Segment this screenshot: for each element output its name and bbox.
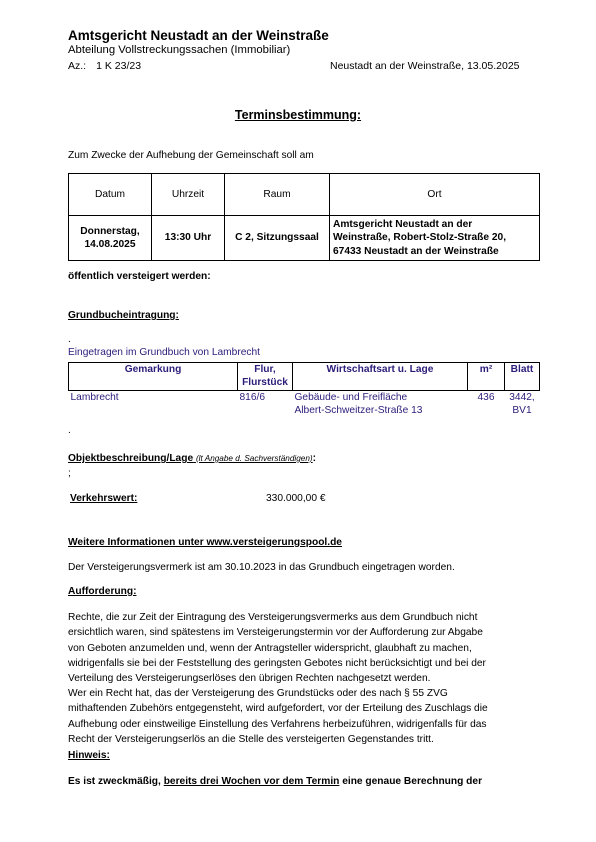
az-label: Az.:: [68, 60, 87, 72]
case-number: [68, 60, 141, 72]
objekt-heading-text: Objektbeschreibung/Lage: [68, 453, 194, 464]
department-subtitle: Abteilung Vollstreckungssachen (Immobiliar): [68, 44, 291, 56]
hinweis-heading: Hinweis:: [68, 750, 110, 761]
place-date: Neustadt an der Weinstraße, 13.05.2025: [330, 60, 520, 72]
header-ort: Ort: [330, 174, 540, 216]
datum-line1: Donnerstag,: [80, 225, 140, 237]
verkehrswert-label: Verkehrswert:: [70, 493, 138, 504]
blatt-line1: 3442,: [509, 391, 535, 403]
objekt-colon: :: [312, 453, 317, 464]
versteigert-text: öffentlich versteigert werden:: [68, 271, 211, 282]
document-heading: Terminsbestimmung:: [234, 108, 362, 122]
hinweis-underlined: bereits drei Wochen vor dem Termin: [163, 776, 340, 787]
hinweis-start: Es ist zweckmäßig,: [68, 776, 164, 787]
verkehrswert-value: 330.000,00 €: [266, 493, 326, 504]
ort-line3: 67433 Neustadt an der Weinstraße: [333, 245, 499, 257]
grundbuch-heading: Grundbucheintragung:: [68, 310, 179, 321]
gb-header-wirtschaft: Wirtschaftsart u. Lage: [293, 363, 468, 391]
vermerk-text: Der Versteigerungsvermerk ist am 30.10.2023 in das Grundbuch eingetragen worden.: [68, 562, 455, 573]
aufforderung-paragraph-1: [68, 610, 526, 686]
cell-uhrzeit: 13:30 Uhr: [152, 216, 225, 261]
gb-header-blatt: Blatt: [505, 363, 540, 391]
objekt-heading: [68, 453, 313, 464]
ort-line1: Amtsgericht Neustadt an der: [333, 219, 473, 230]
gb-header-gemarkung: Gemarkung: [69, 363, 238, 391]
p2-line: mithaftenden Zubehörs entgegensteht, wird aufgefordert, vor der Erteilung des Zuschlags die: [68, 703, 488, 715]
p2-line: Wer ein Recht hat, das der Versteigerung des Grundstücks oder des nach § 55 ZVG: [68, 688, 448, 699]
hinweis-end: eine genaue Berechnung der: [339, 776, 483, 787]
grundbuch-eingetragen: Eingetragen im Grundbuch von Lambrecht: [68, 347, 260, 358]
court-title: Amtsgericht Neustadt an der Weinstraße: [68, 28, 329, 43]
p1-line: widrigenfalls sie bei der Feststellung des geringsten Gebotes nicht berücksichtigt und bei der: [68, 657, 486, 669]
header-uhrzeit: Uhrzeit: [152, 174, 225, 216]
datum-line2: 14.08.2025: [84, 238, 136, 250]
p2-line: Aufhebung oder einstweilige Einstellung des Verfahrens herbeizuführen, widrigenfalls für das: [68, 718, 487, 730]
hinweis-text: [68, 776, 482, 787]
wirtschaft-line1: Gebäude- und Freifläche: [294, 391, 408, 403]
p1-line: Rechte, die zur Zeit der Eintragung des Versteigerungsvermerks aus dem Grundbuch nicht: [68, 612, 478, 623]
gb-cell-m2: 436: [477, 391, 495, 403]
wirtschaft-line2: Albert-Schweitzer-Straße 13: [294, 404, 423, 416]
gb-header-m2: m²: [468, 363, 505, 391]
objekt-heading-line: [68, 453, 316, 464]
objekt-note: (lt Angabe d. Sachverständigen): [195, 454, 313, 463]
gb-cell-gemarkung: Lambrecht: [70, 391, 119, 403]
flur-line2: Flurstück: [242, 377, 288, 389]
ort-line2: Weinstraße, Robert-Stolz-Straße 20,: [333, 232, 507, 244]
gb-header-flur: [238, 363, 293, 391]
grundbuch-table-row: [69, 390, 540, 417]
cell-ort: [330, 216, 540, 261]
gb-cell-blatt: [505, 390, 540, 417]
p1-line: ersichtlich waren, sind spätestens im Versteigerungstermin vor der Aufforderung zur Abgabe: [68, 627, 483, 639]
p1-line: von Geboten anzumelden und, wenn der Antragsteller widerspricht, glaubhaft zu machen,: [68, 642, 472, 654]
p2-line: Recht der Versteigerungserlös an die Stelle des versteigerten Gegenstandes tritt.: [68, 733, 434, 745]
objekt-dot: ;: [68, 468, 71, 479]
grundbuch-dot-after: .: [68, 425, 71, 436]
flur-line1: Flur,: [254, 364, 276, 375]
termin-table-header: [69, 174, 540, 216]
intro-text: Zum Zwecke der Aufhebung der Gemeinschaft soll am: [68, 150, 314, 161]
gb-cell-flur: 816/6: [239, 391, 265, 403]
az-number: 1 K 23/23: [96, 60, 142, 72]
weitere-info: Weitere Informationen unter www.versteigerungspool.de: [68, 537, 342, 548]
grundbuch-table-header: [69, 363, 540, 391]
cell-raum: C 2, Sitzungssaal: [225, 216, 330, 261]
grundbuch-table: [68, 362, 540, 417]
p1-line: Verteilung des Versteigerungserlöses den übrigen Rechten nachgesetzt werden.: [68, 673, 431, 685]
grundbuch-dot: .: [68, 334, 71, 345]
header-datum: Datum: [69, 174, 152, 216]
gb-cell-wirtschaft: [293, 390, 468, 417]
blatt-line2: BV1: [512, 404, 532, 416]
termin-table-row: [69, 216, 540, 261]
cell-datum: [69, 216, 152, 261]
aufforderung-heading: Aufforderung:: [68, 586, 137, 597]
header-raum: Raum: [225, 174, 330, 216]
termin-table: [68, 173, 540, 261]
aufforderung-paragraph-2: [68, 686, 526, 747]
